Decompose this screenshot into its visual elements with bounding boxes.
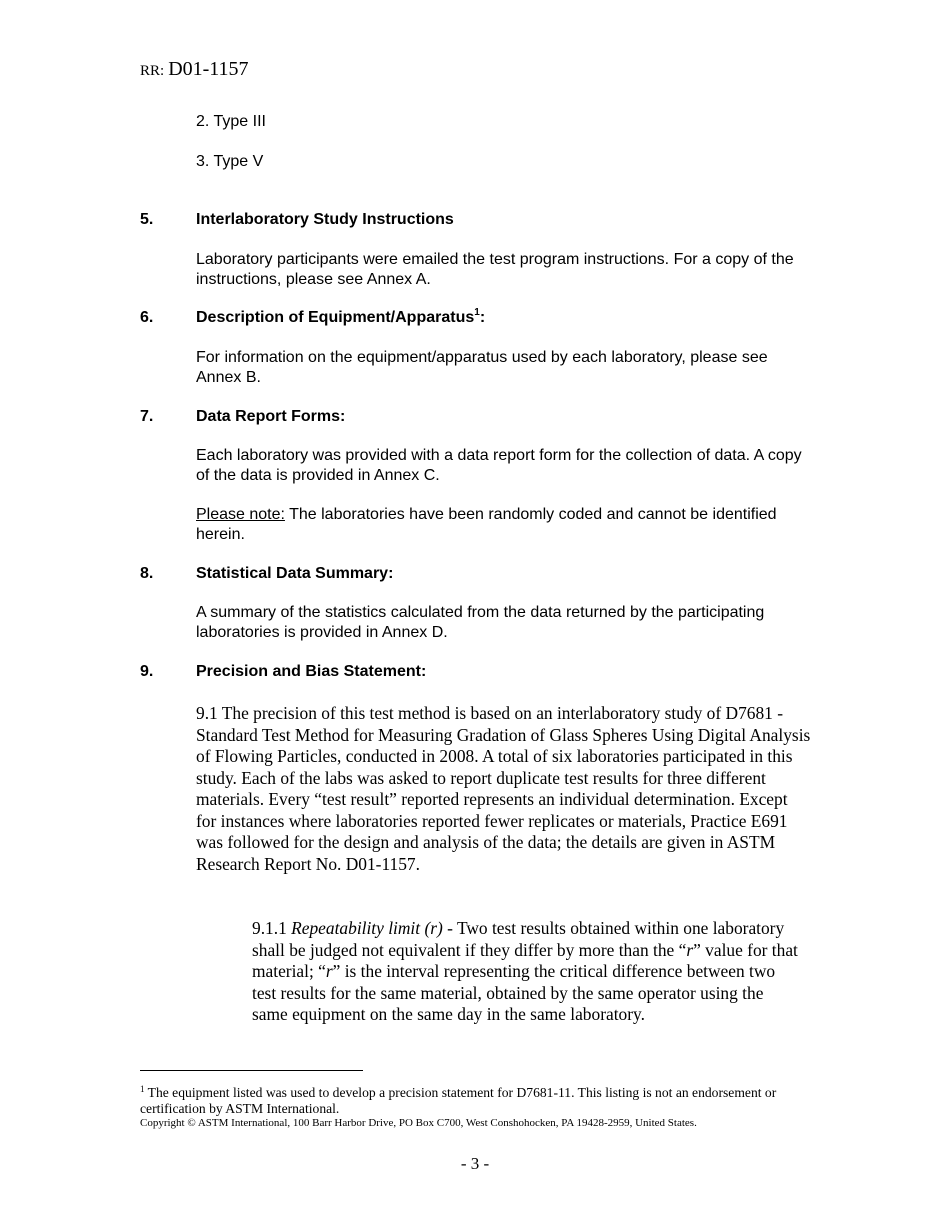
r-symbol-1: r [686, 939, 694, 960]
section-8-number: 8. [140, 565, 154, 582]
list-item-type-iii: 2. Type III [196, 113, 266, 130]
footnote [140, 1081, 800, 1117]
repeatability-term: Repeatability limit (r) [291, 918, 443, 938]
footnote-marker: 1 [140, 1084, 145, 1094]
p911-text-a: - Two test results obtained within one laboratory shall be judged not equivalent if they differ by more than the “ [252, 918, 785, 960]
section-8-title: Statistical Data Summary: [196, 565, 394, 582]
section-7-note [196, 505, 816, 545]
r-symbol-2: r [325, 961, 333, 981]
section-7-title: Data Report Forms: [196, 408, 346, 425]
section-6-title-suffix: : [479, 309, 486, 326]
section-8-paragraph: A summary of the statistics calculated from the data returned by the participating laboratories is provided in Annex D. [196, 604, 765, 641]
section-7-paragraph: Each laboratory was provided with a data report form for the collection of data. A copy of the data is provided in Annex C. [196, 447, 802, 484]
section-7-number: 7. [140, 408, 154, 425]
note-text: The laboratories have been randomly coded and cannot be identified herein. [196, 506, 777, 543]
list-item-type-v: 3. Type V [196, 153, 264, 170]
section-5-title: Interlaboratory Study Instructions [196, 211, 454, 228]
section-6-number: 6. [140, 309, 154, 326]
section-9-title: Precision and Bias Statement: [196, 663, 427, 680]
page-number: - 3 - [460, 1154, 490, 1173]
p911-text-b: ” value for that material; “ [252, 939, 798, 981]
p911-number: 9.1.1 [252, 918, 292, 938]
report-header [140, 58, 249, 81]
rr-label: RR: [140, 63, 165, 79]
copyright-line: Copyright © ASTM International, 100 Barr Harbor Drive, PO Box C700, West Conshohocken, PA 19428-2959, United States. [140, 1117, 697, 1129]
footnote-text: The equipment listed was used to develop a precision statement for D7681-11. This listing is not an endorsement or certification by ASTM International. [140, 1085, 777, 1116]
report-number: D01-1157 [168, 58, 249, 80]
footnote-divider [140, 1070, 363, 1071]
note-label: Please note: [196, 506, 285, 523]
footnote-ref: 1 [474, 307, 480, 318]
precision-paragraph-9-1: 9.1 The precision of this test method is based on an interlaboratory study of D7681 - Standard Test Method for Measuring Gradation of Glass Spheres Using Digital Analysis of Flowing Particles, conducted in 2008. A total of six laboratories participated in this study. Each of the labs was asked to report duplicate test results for three different materials. Every “test result” reported represents an individual determination. Except for instances where laboratories reported fewer replicates or materials, Practice E691 was followed for the design and analysis of the data; the details are given in ASTM Research Report No. D01-1157. [196, 703, 811, 874]
section-6-paragraph: For information on the equipment/apparatus used by each laboratory, please see Annex B. [196, 349, 768, 386]
precision-paragraph-9-1-1 [252, 918, 802, 1026]
p911-text-c: ” is the interval representing the critical difference between two test results for the same material, obtained by the same operator using the same equipment on the same day in the same laboratory. [252, 961, 776, 1024]
section-6-title [196, 309, 485, 327]
section-9-number: 9. [140, 663, 154, 680]
section-5-paragraph: Laboratory participants were emailed the test program instructions. For a copy of the instructions, please see Annex A. [196, 251, 794, 288]
section-6-title-text: Description of Equipment/Apparatus [196, 309, 475, 326]
section-5-number: 5. [140, 211, 154, 228]
